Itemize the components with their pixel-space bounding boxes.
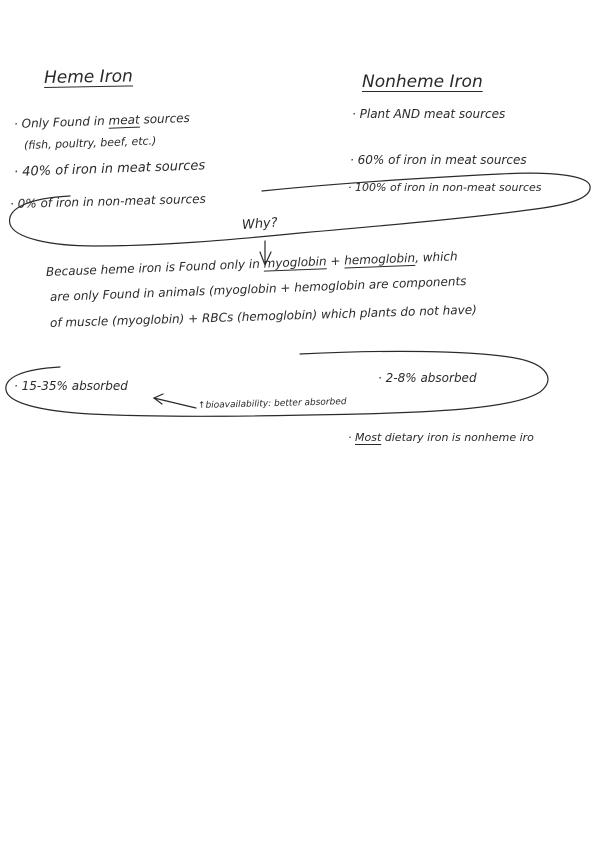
up-arrow-icon: ↑	[197, 400, 206, 411]
why-label: Why?	[241, 215, 279, 233]
myoglobin-term: myoglobin	[263, 254, 327, 271]
bioavailability-text: bioavailability: better absorbed	[205, 397, 347, 411]
nonheme-sources: · Plant AND meat sources	[352, 107, 506, 121]
hemoglobin-term: hemoglobin	[343, 250, 416, 268]
heme-found-suffix: sources	[139, 110, 191, 127]
explanation-suffix: , which	[414, 249, 458, 265]
heme-found-prefix: · Only Found in	[13, 113, 109, 131]
footnote-line	[348, 432, 534, 443]
footnote-most: Most	[355, 431, 382, 444]
heme-meat-percent: · 40% of iron in meat sources	[13, 158, 206, 180]
footnote-rest: dietary iron is nonheme iro	[381, 431, 534, 444]
heme-examples: (fish, poultry, beef, etc.)	[23, 134, 157, 152]
nonheme-absorbed: · 2-8% absorbed	[378, 371, 477, 385]
heme-nonmeat-percent: · 0% of iron in non-meat sources	[9, 191, 206, 211]
explanation-plus: +	[326, 253, 345, 269]
nonheme-iron-heading: Nonheme Iron	[362, 72, 483, 92]
footnote-bullet: ·	[348, 431, 355, 444]
nonheme-nonmeat-percent: · 100% of iron in non-meat sources	[348, 181, 542, 194]
heme-absorbed: · 15-35% absorbed	[14, 379, 128, 393]
explanation-line-2: are only Found in animals (myoglobin + hemoglobin are components	[49, 274, 467, 304]
explanation-prefix: Because heme iron is Found only in	[45, 256, 264, 279]
nonheme-meat-percent: · 60% of iron in meat sources	[350, 153, 527, 167]
explanation-line-3: of muscle (myoglobin) + RBCs (hemoglobin) which plants do not have)	[49, 302, 477, 330]
heme-iron-heading: Heme Iron	[43, 66, 133, 88]
heme-found-meat: meat	[108, 112, 140, 128]
